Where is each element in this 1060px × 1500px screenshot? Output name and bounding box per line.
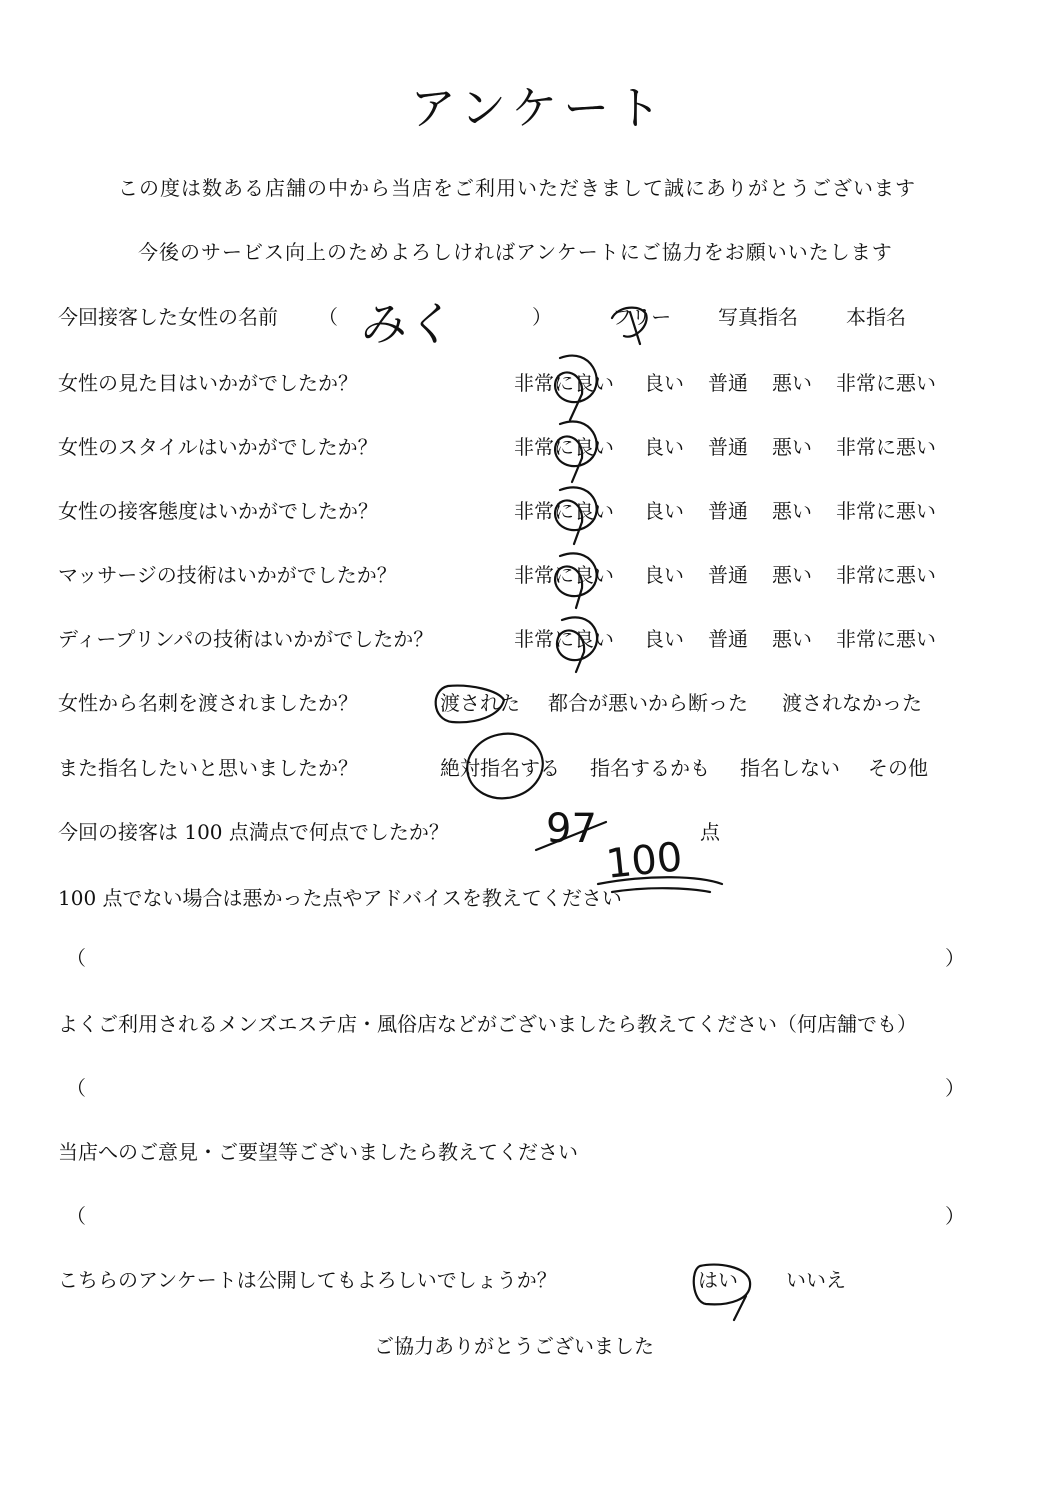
option-not-nominate[interactable]: 指名しない <box>740 756 840 780</box>
rating-option-5-2[interactable]: 良い <box>644 627 684 651</box>
rating-option-3-5[interactable]: 非常に悪い <box>836 499 936 523</box>
opinion-open-paren: （ <box>66 1204 86 1228</box>
rating-question-1: 女性の見た目はいかがでしたか？ <box>58 371 358 395</box>
option-publish-no[interactable]: いいえ <box>786 1268 846 1292</box>
advice-question: 100 点でない場合は悪かった点やアドバイスを教えてください <box>58 886 622 910</box>
rating-option-4-3[interactable]: 普通 <box>708 563 748 587</box>
rating-option-5-3[interactable]: 普通 <box>708 627 748 651</box>
handwritten-name: みく <box>358 297 458 351</box>
option-definitely-nominate[interactable]: 絶対指名する <box>440 756 560 780</box>
card-question: 女性から名刺を渡されましたか？ <box>58 691 358 715</box>
rating-option-3-4[interactable]: 悪い <box>772 499 812 523</box>
option-photo-nomination[interactable]: 写真指名 <box>718 305 798 329</box>
rating-option-4-4[interactable]: 悪い <box>772 563 812 587</box>
name-close-paren: ） <box>532 305 552 329</box>
publish-question: こちらのアンケートは公開してもよろしいでしょうか？ <box>58 1268 557 1292</box>
option-free[interactable]: フリー <box>612 305 672 329</box>
rating-option-1-5[interactable]: 非常に悪い <box>836 371 936 395</box>
other-shops-question: よくご利用されるメンズエステ店・風俗店などがございましたら教えてください（何店舗でも） <box>58 1012 917 1036</box>
repeat-question: また指名したいと思いましたか？ <box>58 756 358 780</box>
name-open-paren: （ <box>318 305 338 329</box>
page-title: アンケート <box>410 81 668 135</box>
advice-open-paren: （ <box>66 946 86 970</box>
name-label: 今回接客した女性の名前 <box>58 305 278 329</box>
rating-option-4-2[interactable]: 良い <box>644 563 684 587</box>
rating-question-2: 女性のスタイルはいかがでしたか？ <box>58 435 378 459</box>
rating-option-1-1[interactable]: 非常に良い <box>514 371 614 395</box>
option-publish-yes[interactable]: はい <box>698 1268 738 1292</box>
rating-option-3-2[interactable]: 良い <box>644 499 684 523</box>
rating-option-4-1[interactable]: 非常に良い <box>514 563 614 587</box>
option-main-nomination[interactable]: 本指名 <box>846 305 906 329</box>
other-shops-open-paren: （ <box>66 1076 86 1100</box>
rating-option-5-1[interactable]: 非常に良い <box>514 627 614 651</box>
score-unit: 点 <box>700 820 720 844</box>
option-card-given[interactable]: 渡された <box>440 691 520 715</box>
handwritten-crossed-score: 97 <box>546 806 597 852</box>
other-shops-close-paren: ） <box>945 1076 965 1100</box>
rating-option-1-4[interactable]: 悪い <box>772 371 812 395</box>
option-maybe-nominate[interactable]: 指名するかも <box>590 756 710 780</box>
rating-option-4-5[interactable]: 非常に悪い <box>836 563 936 587</box>
rating-option-3-3[interactable]: 普通 <box>708 499 748 523</box>
option-card-declined[interactable]: 都合が悪いから断った <box>548 691 748 715</box>
rating-option-5-4[interactable]: 悪い <box>772 627 812 651</box>
rating-option-1-2[interactable]: 良い <box>644 371 684 395</box>
rating-question-5: ディープリンパの技術はいかがでしたか？ <box>58 627 434 651</box>
rating-option-3-1[interactable]: 非常に良い <box>514 499 614 523</box>
score-question: 今回の接客は 100 点満点で何点でしたか？ <box>58 820 449 844</box>
opinion-close-paren: ） <box>945 1204 965 1228</box>
rating-option-2-4[interactable]: 悪い <box>772 435 812 459</box>
closing-message: ご協力ありがとうございました <box>374 1334 654 1358</box>
rating-option-1-3[interactable]: 普通 <box>708 371 748 395</box>
rating-option-2-5[interactable]: 非常に悪い <box>836 435 936 459</box>
handwritten-score: 100 <box>603 834 685 888</box>
rating-option-2-3[interactable]: 普通 <box>708 435 748 459</box>
intro-line-2: 今後のサービス向上のためよろしければアンケートにご協力をお願いいたします <box>138 240 893 264</box>
advice-close-paren: ） <box>945 946 965 970</box>
rating-option-2-2[interactable]: 良い <box>644 435 684 459</box>
rating-question-4: マッサージの技術はいかがでしたか？ <box>58 563 397 587</box>
rating-option-2-1[interactable]: 非常に良い <box>514 435 614 459</box>
option-other[interactable]: その他 <box>868 756 928 780</box>
intro-line-1: この度は数ある店舗の中から当店をご利用いただきまして誠にありがとうございます <box>118 176 916 200</box>
opinion-question: 当店へのご意見・ご要望等ございましたら教えてください <box>58 1140 578 1164</box>
rating-question-3: 女性の接客態度はいかがでしたか？ <box>58 499 378 523</box>
option-card-not-given[interactable]: 渡されなかった <box>782 691 922 715</box>
rating-option-5-5[interactable]: 非常に悪い <box>836 627 936 651</box>
